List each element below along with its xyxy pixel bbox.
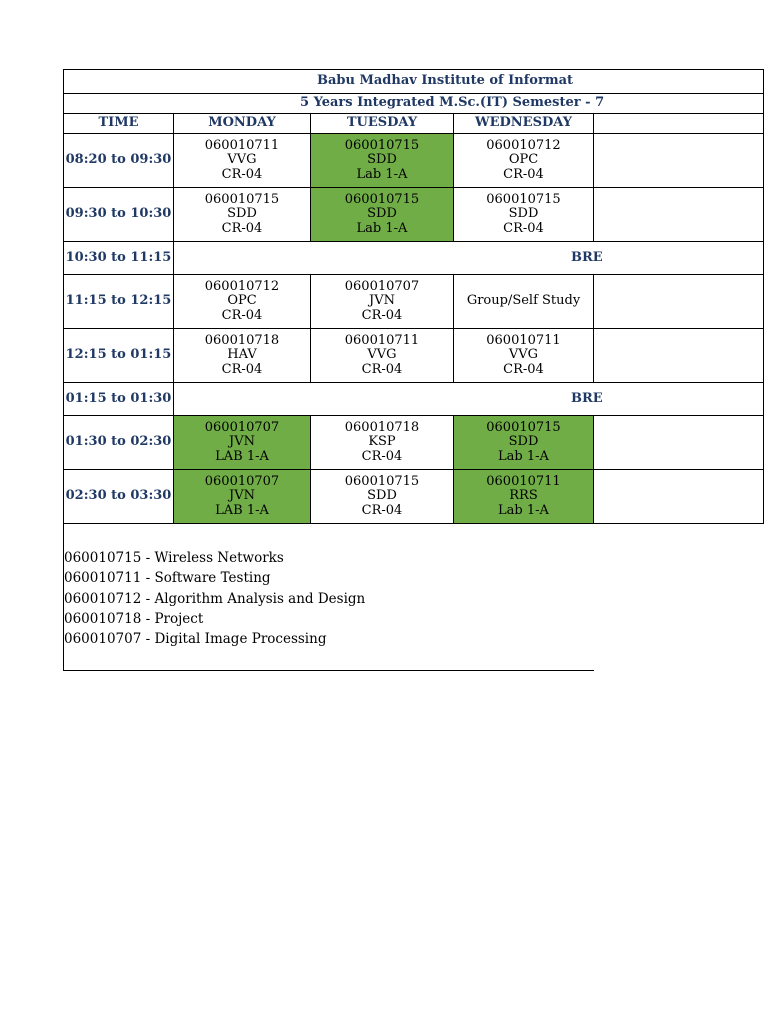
course-code: 060010715 bbox=[486, 191, 561, 207]
faculty: HAV bbox=[227, 347, 257, 363]
course-code: 060010707 bbox=[204, 473, 280, 489]
time-cell: 01:30 to 02:30 bbox=[64, 416, 174, 470]
class-cell bbox=[454, 188, 594, 242]
break-row bbox=[64, 242, 764, 275]
course-code: 060010711 bbox=[344, 332, 420, 348]
room: Lab 1-A bbox=[498, 448, 549, 464]
time-cell: 11:15 to 12:15 bbox=[64, 275, 174, 329]
table-row bbox=[64, 275, 764, 329]
class-cell bbox=[311, 329, 454, 383]
lab-cell bbox=[174, 416, 311, 470]
class-cell bbox=[174, 275, 311, 329]
room: Lab 1-A bbox=[356, 220, 408, 236]
course-code: 060010715 bbox=[204, 191, 280, 207]
course-code: 060010715 bbox=[486, 419, 561, 435]
break-label: BRE bbox=[174, 242, 764, 275]
room: CR-04 bbox=[221, 220, 263, 236]
lab-cell bbox=[311, 134, 454, 188]
lab-cell bbox=[454, 470, 594, 524]
course-code: 060010712 bbox=[204, 278, 280, 294]
header-time: TIME bbox=[64, 114, 174, 134]
room: CR-04 bbox=[361, 448, 403, 464]
faculty: VVG bbox=[508, 347, 539, 363]
class-cell bbox=[311, 416, 454, 470]
room: CR-04 bbox=[221, 166, 263, 182]
room: LAB 1-A bbox=[215, 502, 269, 518]
table-row bbox=[64, 470, 764, 524]
faculty: JVN bbox=[229, 434, 255, 450]
room: CR-04 bbox=[361, 502, 403, 518]
legend-item: 060010712 - Algorithm Analysis and Design bbox=[64, 590, 366, 607]
room: CR-04 bbox=[503, 166, 544, 182]
faculty: SDD bbox=[227, 206, 257, 222]
faculty: KSP bbox=[368, 434, 396, 450]
page-title: Babu Madhav Institute of Informat bbox=[64, 70, 764, 94]
break-row bbox=[64, 383, 764, 416]
header-tuesday: TUESDAY bbox=[311, 114, 454, 134]
header-row bbox=[64, 114, 764, 134]
class-cell bbox=[174, 188, 311, 242]
course-code: 060010711 bbox=[486, 473, 561, 489]
class-cell bbox=[311, 470, 454, 524]
page-subtitle: 5 Years Integrated M.Sc.(IT) Semester - 7 bbox=[64, 94, 764, 114]
room: CR-04 bbox=[361, 307, 403, 323]
faculty: SDD bbox=[508, 434, 539, 450]
sheet-border-left bbox=[63, 69, 64, 670]
lab-cell bbox=[454, 416, 594, 470]
class-cell bbox=[454, 329, 594, 383]
time-cell: 09:30 to 10:30 bbox=[64, 188, 174, 242]
course-code: 060010718 bbox=[204, 332, 280, 348]
sheet-border-bottom bbox=[63, 670, 594, 671]
course-code: 060010715 bbox=[344, 137, 420, 153]
course-code: 060010711 bbox=[204, 137, 280, 153]
room: CR-04 bbox=[221, 307, 263, 323]
time-cell: 08:20 to 09:30 bbox=[64, 134, 174, 188]
cut-off-cell bbox=[594, 188, 764, 242]
room: Lab 1-A bbox=[356, 166, 408, 182]
table-row bbox=[64, 188, 764, 242]
timetable-sheet bbox=[63, 69, 605, 671]
faculty: SDD bbox=[508, 206, 539, 222]
course-code: 060010711 bbox=[486, 332, 561, 348]
break-label: BRE bbox=[174, 383, 764, 416]
room: CR-04 bbox=[503, 361, 544, 377]
self-study-cell: Group/Self Study bbox=[454, 275, 594, 329]
table-row bbox=[64, 329, 764, 383]
faculty: VVG bbox=[227, 152, 257, 168]
header-monday: MONDAY bbox=[174, 114, 311, 134]
course-legend bbox=[64, 548, 365, 649]
cut-off-cell bbox=[594, 329, 764, 383]
table-row bbox=[64, 134, 764, 188]
cut-off-cell bbox=[594, 470, 764, 524]
course-code: 060010707 bbox=[344, 278, 420, 294]
course-code: 060010712 bbox=[486, 137, 561, 153]
room: CR-04 bbox=[503, 220, 544, 236]
faculty: RRS bbox=[509, 488, 538, 504]
room: Lab 1-A bbox=[498, 502, 549, 518]
class-cell bbox=[454, 134, 594, 188]
legend-item: 060010711 - Software Testing bbox=[64, 570, 271, 587]
cut-off-cell bbox=[594, 275, 764, 329]
faculty: SDD bbox=[367, 152, 397, 168]
header-cut-off bbox=[594, 114, 764, 134]
room: CR-04 bbox=[221, 361, 263, 377]
faculty: SDD bbox=[367, 488, 397, 504]
legend-item: 060010718 - Project bbox=[64, 610, 204, 627]
legend-item: 060010707 - Digital Image Processing bbox=[64, 631, 327, 648]
time-cell: 02:30 to 03:30 bbox=[64, 470, 174, 524]
room: LAB 1-A bbox=[215, 448, 269, 464]
faculty: SDD bbox=[367, 206, 397, 222]
lab-cell bbox=[311, 188, 454, 242]
faculty: JVN bbox=[369, 293, 395, 309]
time-cell: 12:15 to 01:15 bbox=[64, 329, 174, 383]
table-row bbox=[64, 416, 764, 470]
cut-off-cell bbox=[594, 134, 764, 188]
class-cell bbox=[311, 275, 454, 329]
lab-cell bbox=[174, 470, 311, 524]
faculty: JVN bbox=[229, 488, 255, 504]
cut-off-cell bbox=[594, 416, 764, 470]
course-code: 060010718 bbox=[344, 419, 420, 435]
header-wednesday: WEDNESDAY bbox=[454, 114, 594, 134]
faculty: OPC bbox=[508, 152, 539, 168]
course-code: 060010715 bbox=[344, 473, 420, 489]
sheet-border-top bbox=[63, 69, 594, 70]
class-cell bbox=[174, 134, 311, 188]
faculty: OPC bbox=[227, 293, 257, 309]
class-cell bbox=[174, 329, 311, 383]
time-cell: 10:30 to 11:15 bbox=[64, 242, 174, 275]
faculty: VVG bbox=[367, 347, 397, 363]
time-cell: 01:15 to 01:30 bbox=[64, 383, 174, 416]
timetable bbox=[63, 69, 764, 524]
course-code: 060010715 bbox=[344, 191, 420, 207]
room: CR-04 bbox=[361, 361, 403, 377]
course-code: 060010707 bbox=[204, 419, 280, 435]
legend-item: 060010715 - Wireless Networks bbox=[64, 550, 284, 566]
